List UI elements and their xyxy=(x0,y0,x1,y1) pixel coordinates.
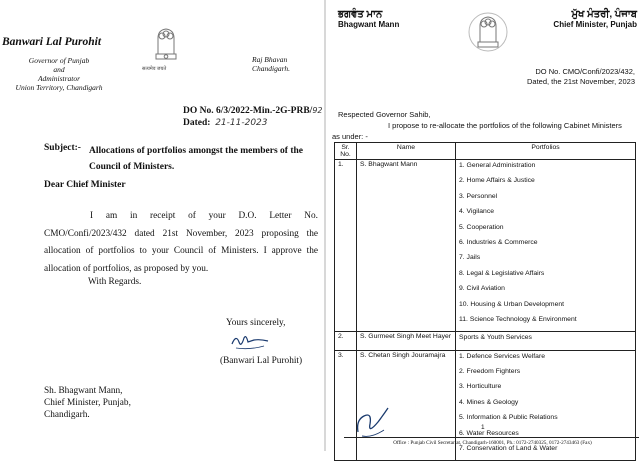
page-number: 1 xyxy=(481,424,485,431)
portfolio-item: 7. Jails xyxy=(459,254,481,262)
portfolio-item: 9. Civil Aviation xyxy=(459,285,505,293)
governor-title-line: Union Territory, Chandigarh xyxy=(15,83,103,92)
portfolio-item: 8. Legal & Legislative Affairs xyxy=(459,269,545,277)
title-punjabi: ਮੁੱਖ ਮੰਤਰੀ, ਪੰਜਾਬ xyxy=(571,9,637,20)
header-portfolios: Portfolios xyxy=(456,143,636,160)
place xyxy=(252,55,290,73)
salutation: Dear Chief Minister xyxy=(44,180,126,190)
header-name: Name xyxy=(357,143,456,160)
do-number-label: DO No. 6/3/2022-Min.-2G-PRB/ xyxy=(183,106,313,116)
portfolio-item: 4. Vigilance xyxy=(459,208,495,216)
office-footer: Office : Punjab Civil Secretariat, Chandigarh-160001, Ph.: 0172-2740325, 0172-2743463 (Fax) xyxy=(393,440,592,446)
row-portfolios xyxy=(456,332,636,350)
chief-minister-letter xyxy=(326,0,643,451)
governor-name: Banwari Lal Purohit xyxy=(2,36,102,48)
salutation: Respected Governor Sahib, xyxy=(338,110,431,119)
table-row xyxy=(335,160,636,332)
place-line: Chandigarh. xyxy=(252,64,290,73)
portfolio-item: 6. Industries & Commerce xyxy=(459,238,538,246)
subject-label: Subject:- xyxy=(44,143,81,153)
intro-text: I propose to re-allocate the portfolios of the following Cabinet Ministers xyxy=(388,121,622,130)
do-number: DO No. CMO/Confi/2023/432, xyxy=(535,67,635,76)
portfolio-item: 7. Conservation of Land & Water xyxy=(459,445,558,453)
portfolio-item: 4. Mines & Geology xyxy=(459,398,519,406)
title-english: Chief Minister, Punjab xyxy=(553,20,637,29)
governor-titles xyxy=(4,56,114,92)
date-label: Dated: xyxy=(183,118,211,128)
do-reference xyxy=(527,67,635,87)
portfolio-item: 3. Personnel xyxy=(459,192,498,200)
governor-title-line: Governor of Punjab xyxy=(28,56,90,65)
national-emblem-icon xyxy=(148,24,184,64)
header-sr-no: Sr. No. xyxy=(335,143,357,160)
closing: Yours sincerely, xyxy=(226,318,286,328)
portfolio-item: 10. Housing & Urban Development xyxy=(459,300,565,308)
portfolio-item: Sports & Youth Services xyxy=(459,334,532,342)
portfolio-item: 1. General Administration xyxy=(459,162,536,169)
governor-title-line: Administrator xyxy=(37,74,81,83)
recipient-address xyxy=(44,385,131,421)
row-portfolios xyxy=(456,160,636,332)
portfolio-item: 11. Science Technology & Environment xyxy=(459,315,577,323)
date-handwritten: 21-11-2023 xyxy=(215,118,268,128)
letter-date xyxy=(183,118,268,128)
table-row xyxy=(335,332,636,350)
footer-rule xyxy=(344,437,639,438)
signatory-name: (Banwari Lal Purohit) xyxy=(220,356,303,366)
table-header-row xyxy=(335,143,636,160)
letter-body: I am in receipt of your D.O. Letter No. CMO/Confi/2023/432 dated 21st November, 2023 proposing the allocation of portfolios to your Council of Ministers. I approve the allocation of portfolios, as proposed by you. xyxy=(44,211,318,274)
do-number-handwritten: 92 xyxy=(312,106,323,115)
name-english: Bhagwant Mann xyxy=(338,20,400,29)
governor-title-line: and xyxy=(53,65,65,74)
portfolio-item: 2. Home Affairs & Justice xyxy=(459,177,535,185)
recipient-line: Chief Minister, Punjab, xyxy=(44,398,131,408)
recipient-line: Sh. Bhagwant Mann, xyxy=(44,386,123,396)
governor-signature-icon xyxy=(230,330,270,352)
name-punjabi: ਭਗਵੰਤ ਮਾਨ xyxy=(338,9,383,20)
portfolio-item: 5. Information & Public Relations xyxy=(459,414,558,422)
row-sr: 2. xyxy=(335,332,357,350)
regards: With Regards. xyxy=(88,277,142,287)
portfolio-item: 5. Cooperation xyxy=(459,223,504,231)
portfolio-item: 2. Freedom Fighters xyxy=(459,368,521,376)
place-line: Raj Bhavan xyxy=(252,55,288,64)
as-under: as under: - xyxy=(332,132,368,141)
row-sr: 3. xyxy=(335,350,357,461)
recipient-line: Chandigarh. xyxy=(44,410,90,420)
national-emblem-icon xyxy=(468,10,508,54)
governor-letter xyxy=(0,0,324,451)
row-name: S. Bhagwant Mann xyxy=(357,160,456,332)
row-name: S. Gurmeet Singh Meet Hayer xyxy=(357,332,456,350)
row-name: S. Chetan Singh Jouramajra xyxy=(357,350,456,461)
cm-signature-icon xyxy=(354,402,392,440)
do-number xyxy=(183,106,323,116)
portfolio-item: 1. Defence Services Welfare xyxy=(459,352,546,360)
emblem-motto: सत्यमेव जयते xyxy=(142,67,167,72)
portfolio-item: 3. Horticulture xyxy=(459,383,502,391)
portfolio-item: 6. Water Resources xyxy=(459,429,519,437)
subject-text: Allocations of portfolios amongst the members of the Council of Ministers. xyxy=(89,146,303,172)
letter-date: Dated, the 21st November, 2023 xyxy=(527,77,635,86)
row-sr: 1. xyxy=(335,160,357,332)
